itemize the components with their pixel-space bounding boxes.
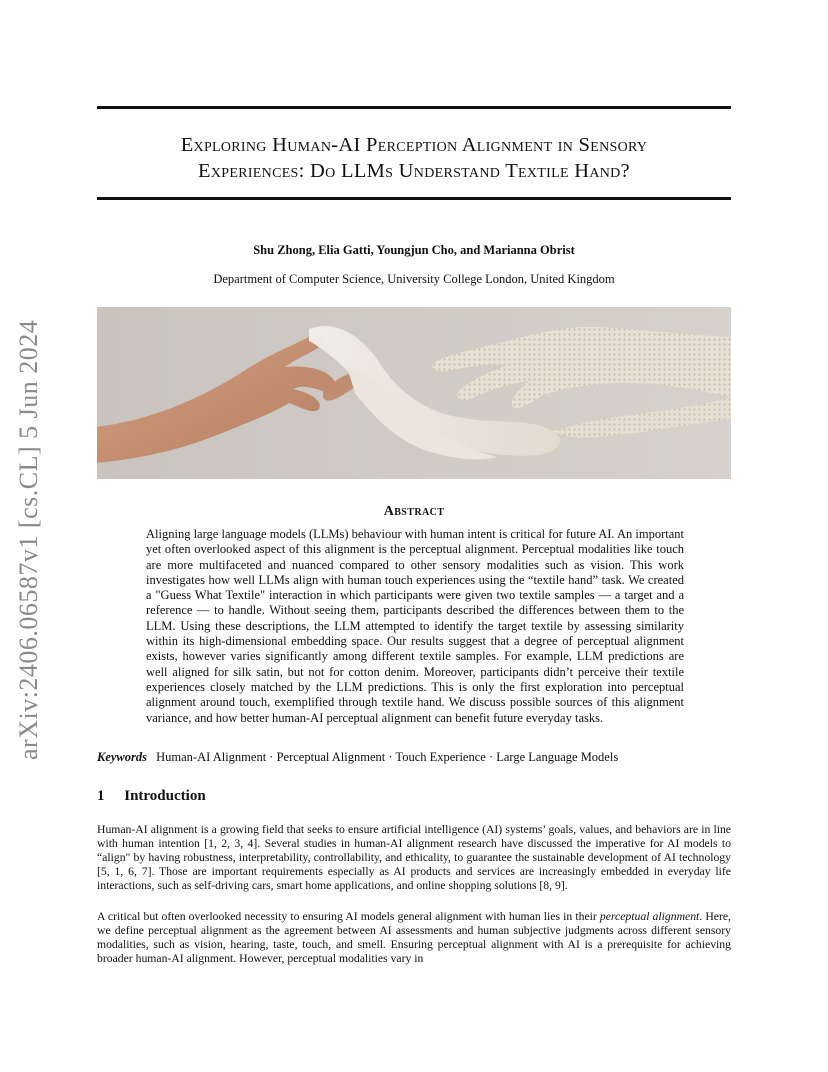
intro-paragraph-2 [97, 910, 731, 966]
arxiv-identifier: arXiv:2406.06587v1 [cs.CL] 5 Jun 2024 [14, 319, 43, 760]
keywords-line [97, 750, 731, 765]
paper-title-line-1: Exploring Human-AI Perception Alignment in Sensory [180, 134, 648, 156]
paper-title-line-2: Experiences: Do LLMs Understand Textile Hand? [198, 160, 630, 182]
hero-image-hands-textile [97, 307, 731, 479]
section-number: 1 [97, 788, 105, 804]
title-rule-top [97, 106, 731, 109]
emphasis-perceptual-alignment: perceptual alignment [599, 910, 700, 923]
title-rule-bottom [97, 197, 731, 200]
affiliation: Department of Computer Science, University College London, United Kingdom [213, 272, 615, 286]
keywords-list: Human-AI Alignment · Perceptual Alignment · Touch Experience · Large Language Models [156, 750, 619, 764]
abstract-heading: Abstract [383, 504, 445, 519]
intro-paragraph-2-rest: . Here, we define perceptual alignment as the agreement between AI assessments and human subjective judgments across different sensory modalities, such as vision, hearing, taste, touch, and smell. Ensuring perceptual alignment with AI is a prerequisite for achieving broader human-AI alignment. However, perceptual modalities vary in [97, 910, 731, 966]
keywords-label: Keywords [97, 750, 147, 764]
abstract-text: Aligning large language models (LLMs) behaviour with human intent is critical for future AI. An important yet often overlooked aspect of this alignment is the perceptual alignment. Perceptual modalities like touch are more multifaceted and nuanced compared to other sensory modalities such as vision. This work investigates how well LLMs align with human touch experiences using the “textile hand” task. We created a "Guess What Textile" interaction in which participants were given two textile samples — a target and a reference — to handle. Without seeing them, participants described the differences between them to the LLM. Using these descriptions, the LLM attempted to identify the target textile by assessing similarity within its high-dimensional embedding space. Our results suggest that a degree of perceptual alignment exists, however varies significantly among different textile samples. For example, LLM predictions are well aligned for silk satin, but not for cotton denim. Moreover, participants didn’t perceive their textile experiences closely matched by the LLM predictions. This is only the first exploration into perceptual alignment around touch, exemplified through textile hand. We discuss possible sources of this alignment variance, and how better human-AI perceptual alignment can benefit future everyday tasks. [146, 527, 684, 725]
intro-paragraph-2-start: A critical but often overlooked necessity to ensuring AI models general alignment with human lies in their [97, 910, 600, 923]
section-title: Introduction [124, 788, 206, 804]
intro-paragraph-1: Human-AI alignment is a growing field that seeks to ensure artificial intelligence (AI) systems’ goals, values, and behaviors are in line with human intention [1, 2, 3, 4]. Several studies in human-AI alignment research have discussed the imperative for AI models to “align" by having robustness, interpretability, controllability, and ethicality, to guarantee the sustainable development of AI technology [5, 1, 6, 7]. Those are important requirements especially as AI products and services are increasingly embedded in everyday life interactions, such as self-driving cars, smart home applications, and online shopping solutions [8, 9]. [97, 823, 731, 893]
author-list: Shu Zhong, Elia Gatti, Youngjun Cho, and Marianna Obrist [253, 243, 575, 257]
section-heading-introduction [97, 788, 206, 805]
